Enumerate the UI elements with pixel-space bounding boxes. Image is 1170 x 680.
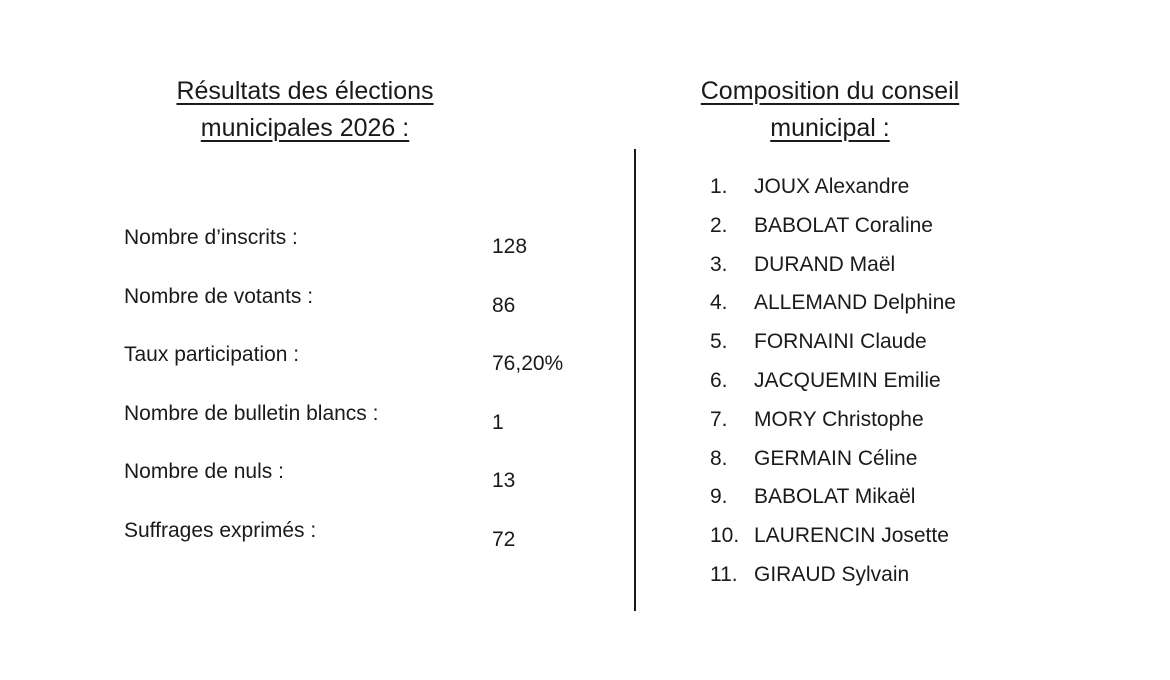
stat-value: 76,20% [492,352,564,375]
council-composition-heading [650,73,1010,147]
list-item-name: FORNAINI Claude [754,330,927,354]
stat-label: Nombre de votants : [124,284,314,308]
stat-value: 86 [492,293,516,317]
stat-label: Nombre de nuls : [124,460,284,483]
list-item-name: ALLEMAND Delphine [754,291,956,315]
stat-label: Nombre de bulletin blancs : [124,401,379,425]
list-item-name: JACQUEMIN Emilie [754,368,941,392]
list-item-number: 2. [710,213,728,237]
list-item-number: 10. [710,524,740,548]
list-item-name: JOUX Alexandre [754,175,910,198]
list-item-number: 3. [710,252,728,276]
list-item-name: BABOLAT Mikaël [754,485,916,509]
list-item-number: 4. [710,291,728,315]
stat-label: Suffrages exprimés : [124,518,317,542]
list-item-name: GERMAIN Céline [754,446,918,470]
list-item-name: LAURENCIN Josette [754,524,949,548]
list-item-number: 1. [710,175,728,198]
list-item-name: GIRAUD Sylvain [754,562,910,586]
list-item-number: 5. [710,330,728,354]
list-item-name: BABOLAT Coraline [754,213,933,237]
column-divider [634,149,636,611]
stat-value: 72 [492,527,516,551]
council-composition-heading-line-1: Composition du conseil [700,77,960,105]
list-item-number: 6. [710,368,728,392]
list-item-number: 11. [710,562,738,586]
list-item-name: MORY Christophe [754,407,924,431]
stat-value: 128 [492,235,528,258]
stat-value: 13 [492,469,516,492]
stat-label: Nombre d’inscrits : [124,226,298,249]
election-results-heading-line-1: Résultats des élections [176,77,434,105]
list-item-number: 7. [710,407,728,431]
stat-label: Taux participation : [124,343,300,366]
stat-value: 1 [492,410,504,434]
list-item-number: 8. [710,446,728,470]
list-item-name: DURAND Maël [754,252,896,276]
council-composition-heading-line-2: municipal : [770,114,890,142]
election-results-heading [120,73,490,147]
list-item-number: 9. [710,485,728,509]
election-results-heading-line-2: municipales 2026 : [200,114,410,142]
